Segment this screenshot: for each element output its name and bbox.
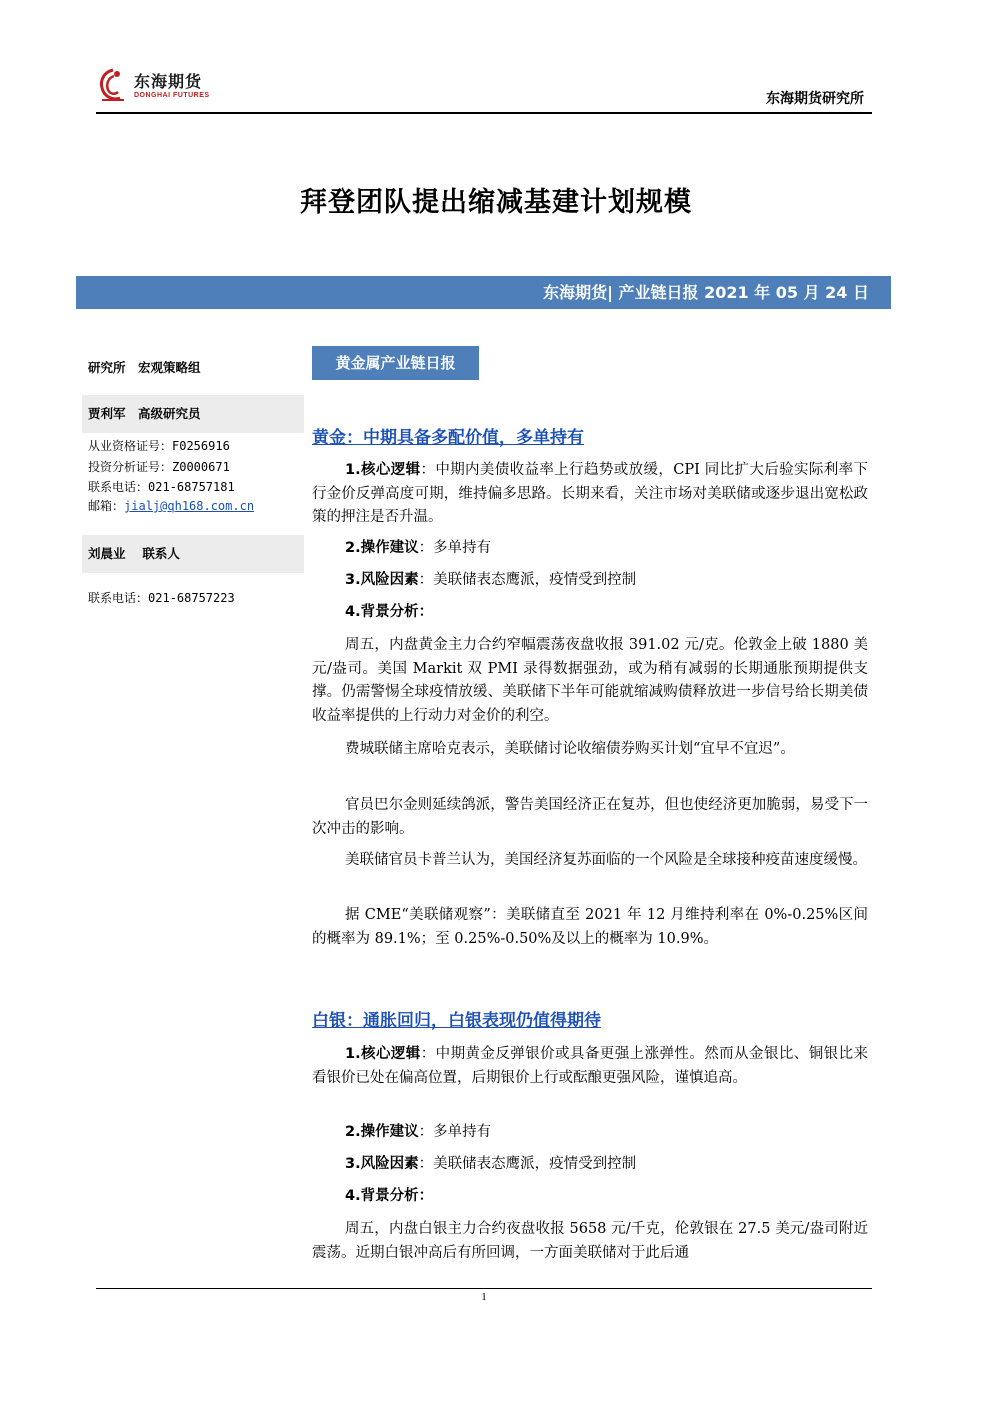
- banner-text: 东海期货| 产业链日报 2021 年 05 月 24 日: [543, 283, 869, 302]
- gold-risk-text: ：美联储表态鹰派，疫情受到控制: [418, 572, 637, 588]
- gold-para-1: 周五，内盘黄金主力合约窄幅震荡夜盘收报 391.02 元/克。伦敦金上破 1880 美元/盎司。美国 Markit 双 PMI 录得数据强劲，或为稍有减弱的长期通胀预期提供支撑。仍需警惕全球疫情放缓、美联储下半年可能就缩减购债释放进一步信号给长期美债收益率提供的上行动力对金价的利空。: [312, 637, 868, 724]
- gold-logic-label: 1.核心逻辑: [345, 462, 421, 478]
- gold-bg-label: 4.背景分析: [345, 604, 419, 620]
- email-link[interactable]: jialj@qh168.com.cn: [124, 499, 255, 513]
- company-logo: [96, 64, 236, 108]
- section-label: 黄金属产业链日报: [312, 346, 479, 380]
- sidebar-contact: 刘晨业 联系人: [82, 535, 304, 573]
- gold-heading[interactable]: 黄金：中期具备多配价值，多单持有: [312, 428, 584, 448]
- dragon-logo-icon: [96, 66, 130, 106]
- gold-bg-colon: ：: [418, 604, 434, 620]
- silver-risk: [345, 1153, 636, 1177]
- email-label: 邮箱：: [88, 499, 125, 513]
- silver-logic: [312, 1043, 868, 1090]
- silver-logic-label: 1.核心逻辑: [345, 1046, 421, 1062]
- gold-para-4: 美联储官员卡普兰认为，美国经济复苏面临的一个风险是全球接种疫苗速度缓慢。: [345, 852, 867, 868]
- silver-para-1: 周五，内盘白银主力合约夜盘收报 5658 元/千克，伦敦银在 27.5 美元/盎司附近震荡。近期白银冲高后有所回调，一方面美联储对于此后通: [312, 1221, 868, 1261]
- gold-risk-label: 3.风险因素: [345, 572, 419, 588]
- gold-advice: [345, 537, 491, 561]
- gold-logic: [312, 459, 868, 530]
- sidebar-group: 研究所 宏观策略组: [88, 360, 201, 375]
- gold-risk: [345, 569, 636, 593]
- silver-advice-text: ：多单持有: [418, 1124, 492, 1140]
- silver-advice: [345, 1121, 491, 1145]
- sidebar-email-row: [88, 496, 254, 517]
- sidebar-investment-cert: 投资分析证号：Z0000671: [88, 460, 230, 474]
- silver-background: [345, 1185, 433, 1209]
- silver-advice-label: 2.操作建议: [345, 1124, 419, 1140]
- page-number: 1: [481, 1291, 487, 1303]
- sidebar-contact-phone: 联系电话：021-68757223: [88, 591, 235, 605]
- gold-advice-text: ：多单持有: [418, 540, 492, 556]
- gold-background: [345, 601, 433, 625]
- sidebar-qualification: 从业资格证号：F0256916: [88, 439, 230, 453]
- header-divider: [96, 112, 872, 114]
- gold-para-2: 费城联储主席哈克表示，美联储讨论收缩债券购买计划“宜早不宜迟”。: [345, 741, 795, 757]
- gold-advice-label: 2.操作建议: [345, 540, 419, 556]
- logo-name-cn: 东海期货: [134, 71, 203, 91]
- report-banner: [76, 276, 891, 309]
- sidebar-analyst: 贾利军 高级研究员: [82, 395, 304, 433]
- silver-bg-colon: ：: [418, 1188, 434, 1204]
- gold-para-3: 官员巴尔金则延续鸽派，警告美国经济正在复苏，但也使经济更加脆弱，易受下一次冲击的影响。: [312, 797, 868, 837]
- silver-risk-label: 3.风险因素: [345, 1156, 419, 1172]
- header-organization: 东海期货研究所: [766, 91, 864, 107]
- gold-para-5: 据 CME“美联储观察”：美联储直至 2021 年 12 月维持利率在 0%-0.25%区间的概率为 89.1%；至 0.25%-0.50%及以上的概率为 10.9%。: [312, 907, 868, 947]
- gold-logic-text: ：中期内美债收益率上行趋势或放缓，CPI 同比扩大后验实际利率下行金价反弹高度可期，维持偏多思路。长期来看，关注市场对美联储或逐步退出宽松政策的押注是否升温。: [312, 462, 868, 525]
- report-title: 拜登团队提出缩减基建计划规模: [300, 187, 692, 218]
- silver-heading[interactable]: 白银：通胀回归，白银表现仍值得期待: [312, 1011, 601, 1031]
- sidebar-phone: 联系电话：021-68757181: [88, 480, 235, 494]
- footer-divider: [96, 1288, 872, 1289]
- silver-bg-label: 4.背景分析: [345, 1188, 419, 1204]
- silver-risk-text: ：美联储表态鹰派，疫情受到控制: [418, 1156, 637, 1172]
- logo-name-en: DONGHAI FUTURES: [134, 91, 210, 99]
- silver-logic-text: ：中期黄金反弹银价或具备更强上涨弹性。然而从金银比、铜银比来看银价已处在偏高位置，后期银价上行或酝酿更强风险，谨慎追高。: [312, 1046, 868, 1086]
